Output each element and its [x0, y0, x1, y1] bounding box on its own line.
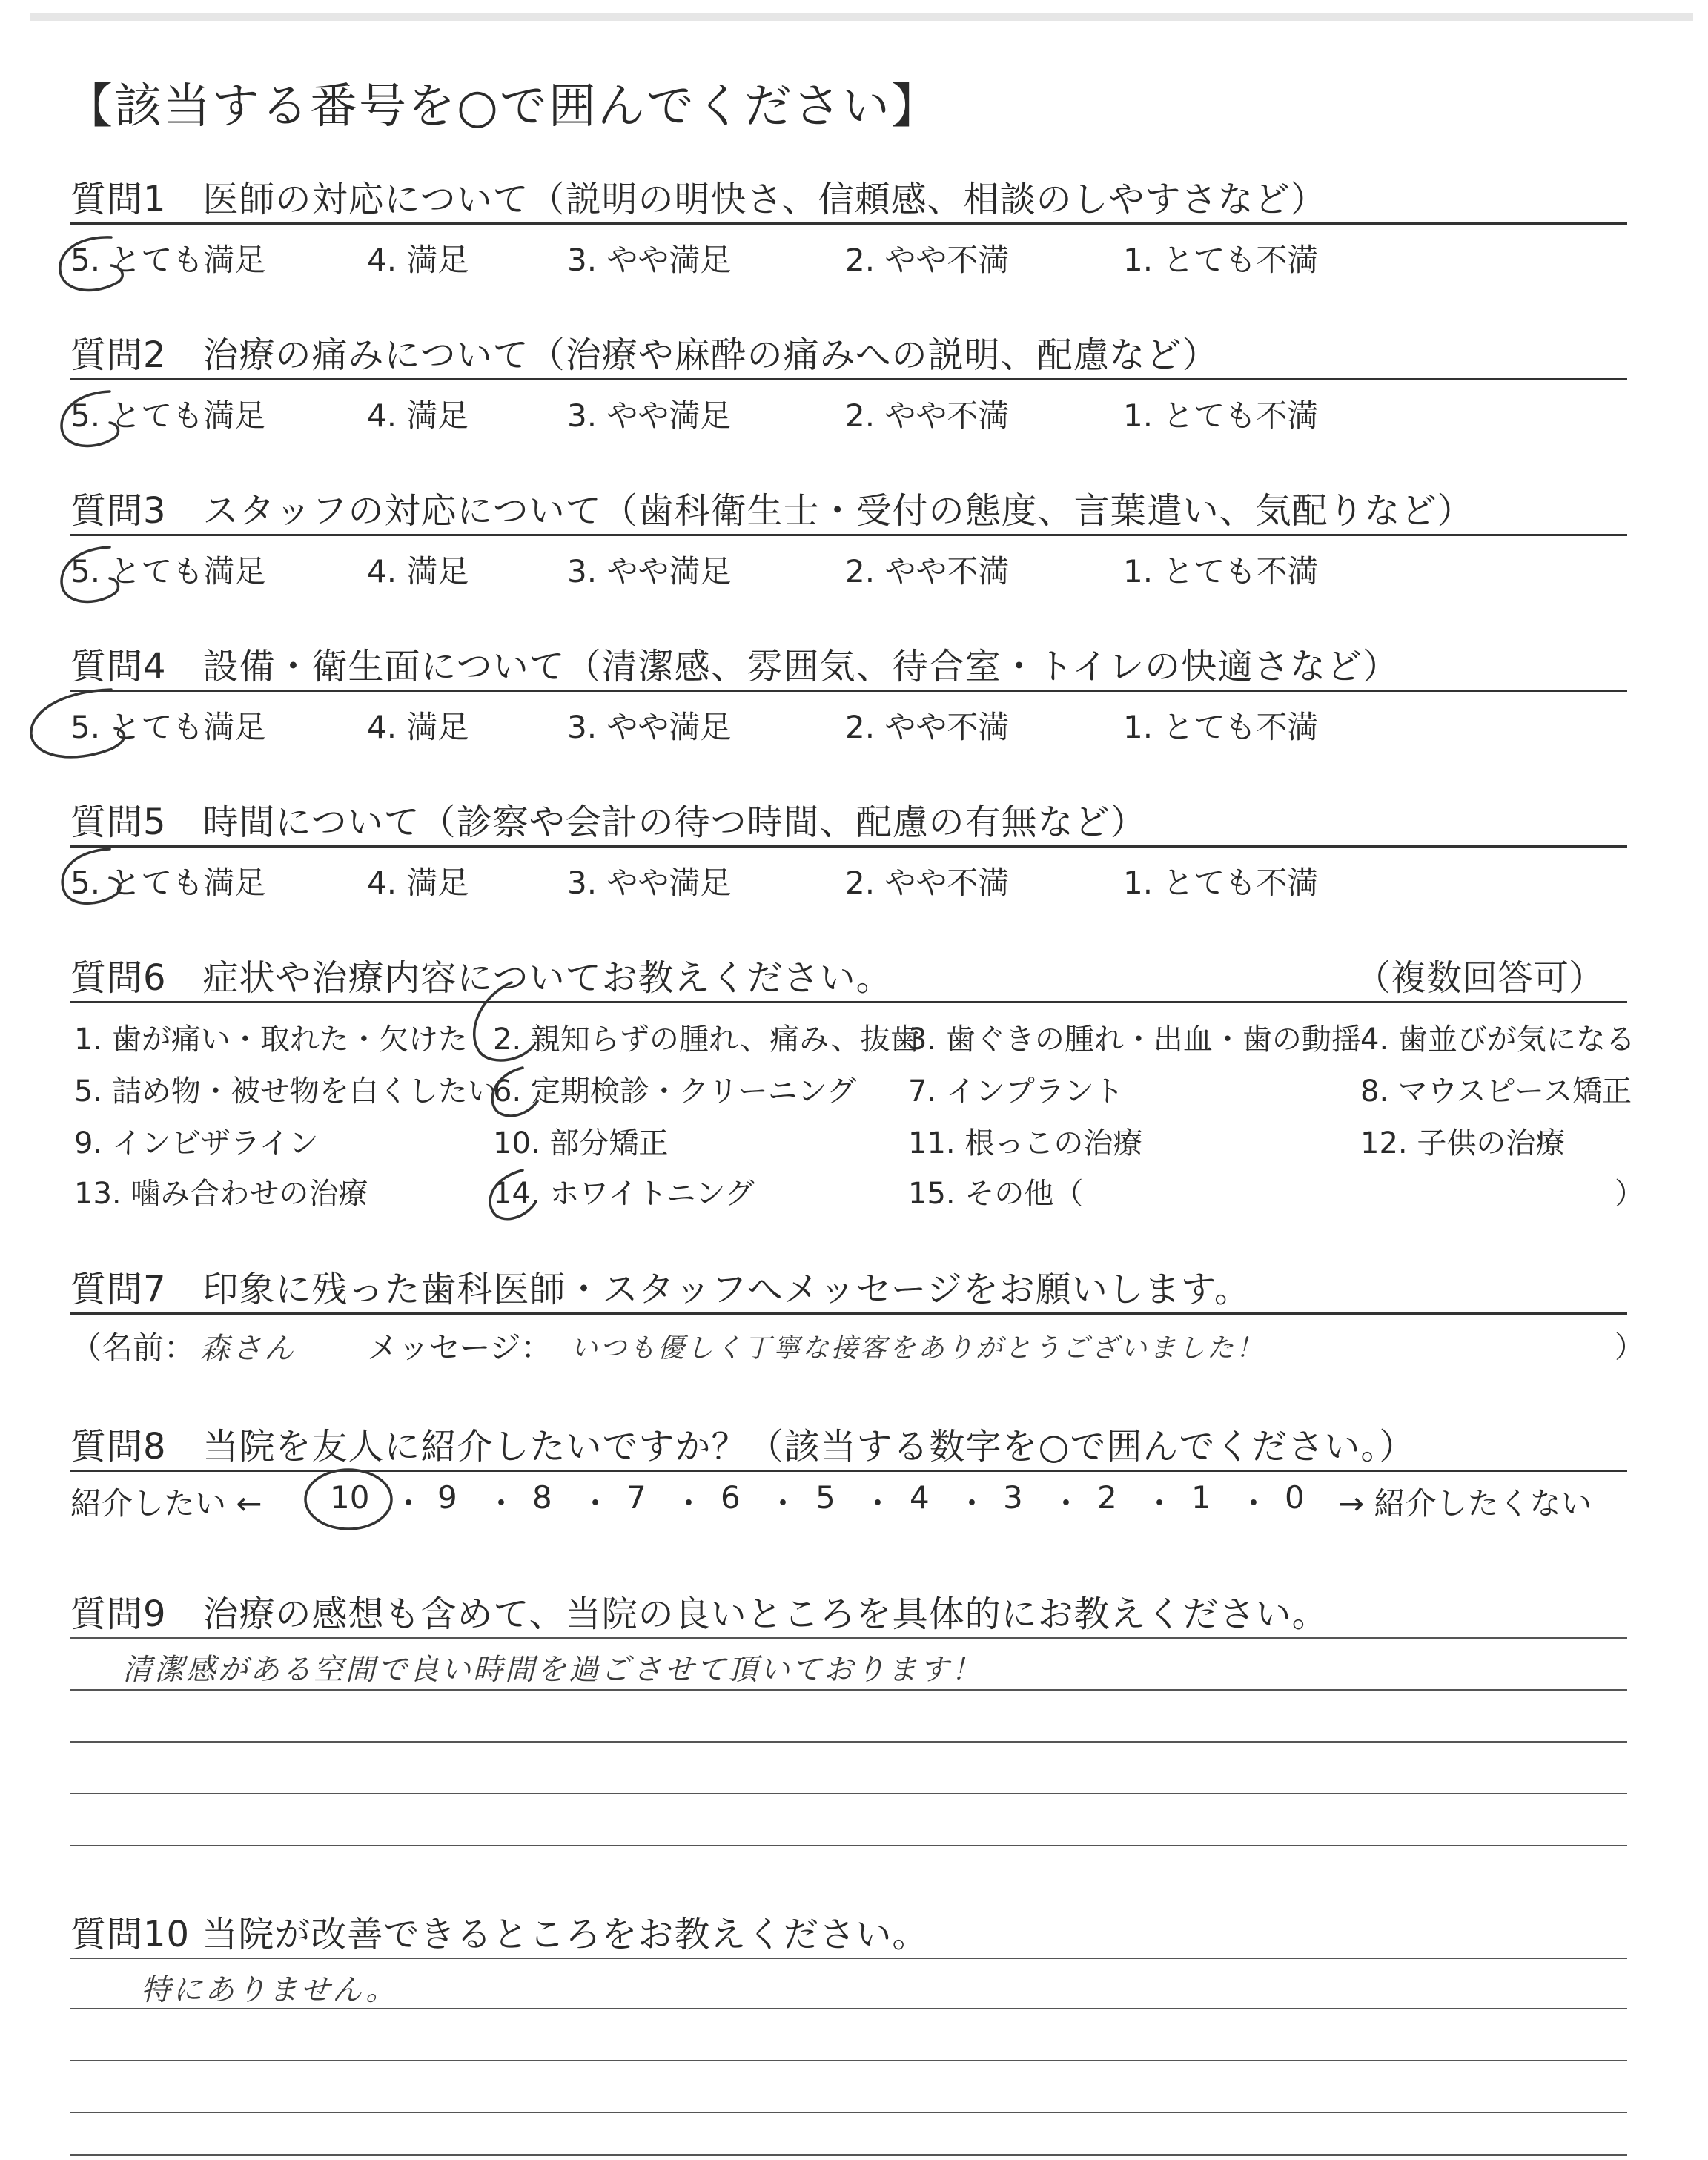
q4-option-2[interactable]: 2. やや不満 — [845, 709, 1010, 745]
q3-option-5[interactable]: 5. とても満足 — [70, 553, 266, 589]
q7-message-label: メッセージ： — [367, 1330, 552, 1366]
q1-option-1[interactable]: 1. とても不満 — [1123, 242, 1319, 278]
q8-scale-3[interactable]: 3 — [1003, 1479, 1023, 1516]
q4-option-5[interactable]: 5. とても満足 — [70, 709, 266, 745]
q10-write-line — [70, 2154, 1627, 2156]
q1-option-4[interactable]: 4. 満足 — [367, 242, 469, 278]
q6-option-8[interactable]: 8. マウスピース矯正 — [1360, 1074, 1632, 1109]
q8-scale-2[interactable]: 2 — [1097, 1479, 1117, 1516]
q8-scale-0[interactable]: 0 — [1285, 1479, 1305, 1516]
q9-write-line — [70, 1741, 1627, 1743]
question-7-rule — [70, 1312, 1627, 1315]
q5-option-4[interactable]: 4. 満足 — [367, 865, 469, 901]
q6-option-9[interactable]: 9. インビザライン — [74, 1126, 319, 1160]
q2-option-4[interactable]: 4. 満足 — [367, 397, 469, 434]
q5-option-3[interactable]: 3. やや満足 — [567, 865, 732, 901]
question-5-title: 質問5 時間について（診察や会計の待つ時間、配慮の有無など） — [70, 802, 1147, 843]
question-4-rule — [70, 690, 1627, 692]
q10-answer[interactable]: 特にありません。 — [141, 1973, 398, 2007]
q9-write-line — [70, 1637, 1627, 1639]
q5-option-2[interactable]: 2. やや不満 — [845, 865, 1010, 901]
q7-name-label: （名前： — [70, 1330, 196, 1366]
q1-option-5[interactable]: 5. とても満足 — [70, 242, 266, 278]
q7-name-value[interactable]: 森さん — [200, 1332, 296, 1366]
q3-option-1[interactable]: 1. とても不満 — [1123, 553, 1319, 589]
question-6-rule — [70, 1001, 1627, 1003]
q8-scale-1[interactable]: 1 — [1191, 1479, 1211, 1516]
question-6-note: （複数回答可） — [1354, 957, 1604, 999]
q8-left-label: 紹介したい ← — [70, 1485, 262, 1522]
question-6-title: 質問6 症状や治療内容についてお教えください。 — [70, 957, 893, 999]
q6-option-15[interactable]: 15. その他（ — [908, 1177, 1084, 1211]
q4-option-3[interactable]: 3. やや満足 — [567, 709, 732, 745]
q8-scale-dot: ・ — [1238, 1485, 1270, 1522]
q7-close-paren: ） — [1615, 1330, 1644, 1364]
q3-option-4[interactable]: 4. 満足 — [367, 553, 469, 589]
q6-option-12[interactable]: 12. 子供の治療 — [1360, 1126, 1566, 1160]
q6-option-14[interactable]: 14. ホワイトニング — [493, 1177, 755, 1211]
question-3-rule — [70, 534, 1627, 536]
question-5-rule — [70, 845, 1627, 848]
scan-top-edge — [30, 13, 1693, 21]
q8-scale-9[interactable]: 9 — [437, 1479, 457, 1516]
q9-write-line — [70, 1689, 1627, 1691]
question-8-title: 質問8 当院を友人に紹介したいですか？（該当する数字を○で囲んでください。） — [70, 1426, 1416, 1467]
q10-write-line — [70, 2112, 1627, 2113]
q7-message-value[interactable]: いつも優しく丁寧な接客をありがとうございました！ — [571, 1333, 1265, 1364]
question-1-rule — [70, 222, 1627, 225]
question-2-rule — [70, 378, 1627, 380]
q6-option-5[interactable]: 5. 詰め物・被せ物を白くしたい — [74, 1074, 497, 1109]
q6-option-7[interactable]: 7. インプラント — [908, 1074, 1124, 1109]
q6-option-3[interactable]: 3. 歯ぐきの腫れ・出血・歯の動揺 — [908, 1023, 1361, 1057]
q6-option-4[interactable]: 4. 歯並びが気になる — [1360, 1023, 1635, 1057]
q8-scale-10[interactable]: 10 — [330, 1479, 370, 1516]
q8-scale-dot: ・ — [767, 1485, 799, 1522]
page-title: 【該当する番号を○で囲んでください】 — [65, 79, 940, 134]
q2-option-1[interactable]: 1. とても不満 — [1123, 397, 1319, 434]
q8-scale-dot: ・ — [956, 1485, 988, 1522]
q3-option-3[interactable]: 3. やや満足 — [567, 553, 732, 589]
q8-scale-8[interactable]: 8 — [532, 1479, 552, 1516]
q8-scale-dot: ・ — [673, 1485, 705, 1522]
q10-write-line — [70, 2060, 1627, 2061]
question-2-title: 質問2 治療の痛みについて（治療や麻酔の痛みへの説明、配慮など） — [70, 334, 1219, 376]
question-4-title: 質問4 設備・衛生面について（清潔感、雰囲気、待合室・トイレの快適さなど） — [70, 646, 1400, 687]
q6-option-13[interactable]: 13. 噛み合わせの治療 — [74, 1177, 368, 1211]
q4-option-4[interactable]: 4. 満足 — [367, 709, 469, 745]
question-9-title: 質問9 治療の感想も含めて、当院の良いところを具体的にお教えください。 — [70, 1593, 1328, 1635]
q8-scale-5[interactable]: 5 — [815, 1479, 835, 1516]
q5-option-5[interactable]: 5. とても満足 — [70, 865, 266, 901]
q1-option-3[interactable]: 3. やや満足 — [567, 242, 732, 278]
q8-scale-dot: ・ — [1050, 1485, 1082, 1522]
q9-answer[interactable]: 清潔感がある空間で良い時間を過ごさせて頂いております！ — [122, 1653, 983, 1687]
q2-option-5[interactable]: 5. とても満足 — [70, 397, 266, 434]
q6-option-2[interactable]: 2. 親知らずの腫れ、痛み、抜歯 — [493, 1023, 920, 1057]
q4-option-1[interactable]: 1. とても不満 — [1123, 709, 1319, 745]
question-10-title: 質問10 当院が改善できるところをお教えください。 — [70, 1914, 929, 1955]
q8-scale-dot: ・ — [862, 1485, 894, 1522]
question-3-title: 質問3 スタッフの対応について（歯科衛生士・受付の態度、言葉遣い、気配りなど） — [70, 490, 1474, 532]
q6-option-6[interactable]: 6. 定期検診・クリーニング — [493, 1074, 857, 1109]
question-7-title: 質問7 印象に残った歯科医師・スタッフへメッセージをお願いします。 — [70, 1269, 1251, 1310]
q5-option-1[interactable]: 1. とても不満 — [1123, 865, 1319, 901]
q9-write-line — [70, 1845, 1627, 1846]
q8-scale-dot: ・ — [486, 1485, 517, 1522]
q8-right-label: → 紹介したくない — [1338, 1485, 1592, 1522]
q9-write-line — [70, 1793, 1627, 1794]
q10-write-line — [70, 2008, 1627, 2009]
q1-option-2[interactable]: 2. やや不満 — [845, 242, 1010, 278]
q8-scale-dot: ・ — [580, 1485, 612, 1522]
q6-option-11[interactable]: 11. 根っこの治療 — [908, 1126, 1143, 1160]
question-1-title: 質問1 医師の対応について（説明の明快さ、信頼感、相談のしやすさなど） — [70, 179, 1327, 220]
q6-option-10[interactable]: 10. 部分矯正 — [493, 1126, 669, 1160]
q8-scale-6[interactable]: 6 — [721, 1479, 741, 1516]
q8-scale-7[interactable]: 7 — [626, 1479, 646, 1516]
q2-option-2[interactable]: 2. やや不満 — [845, 397, 1010, 434]
question-8-rule — [70, 1470, 1627, 1472]
q8-scale-dot: ・ — [393, 1485, 425, 1522]
q10-write-line — [70, 1958, 1627, 1959]
q2-option-3[interactable]: 3. やや満足 — [567, 397, 732, 434]
q3-option-2[interactable]: 2. やや不満 — [845, 553, 1010, 589]
q8-scale-4[interactable]: 4 — [910, 1479, 930, 1516]
q6-option-1[interactable]: 1. 歯が痛い・取れた・欠けた — [74, 1023, 468, 1057]
q6-other-close-paren: ） — [1615, 1177, 1644, 1211]
q8-scale-dot: ・ — [1144, 1485, 1176, 1522]
